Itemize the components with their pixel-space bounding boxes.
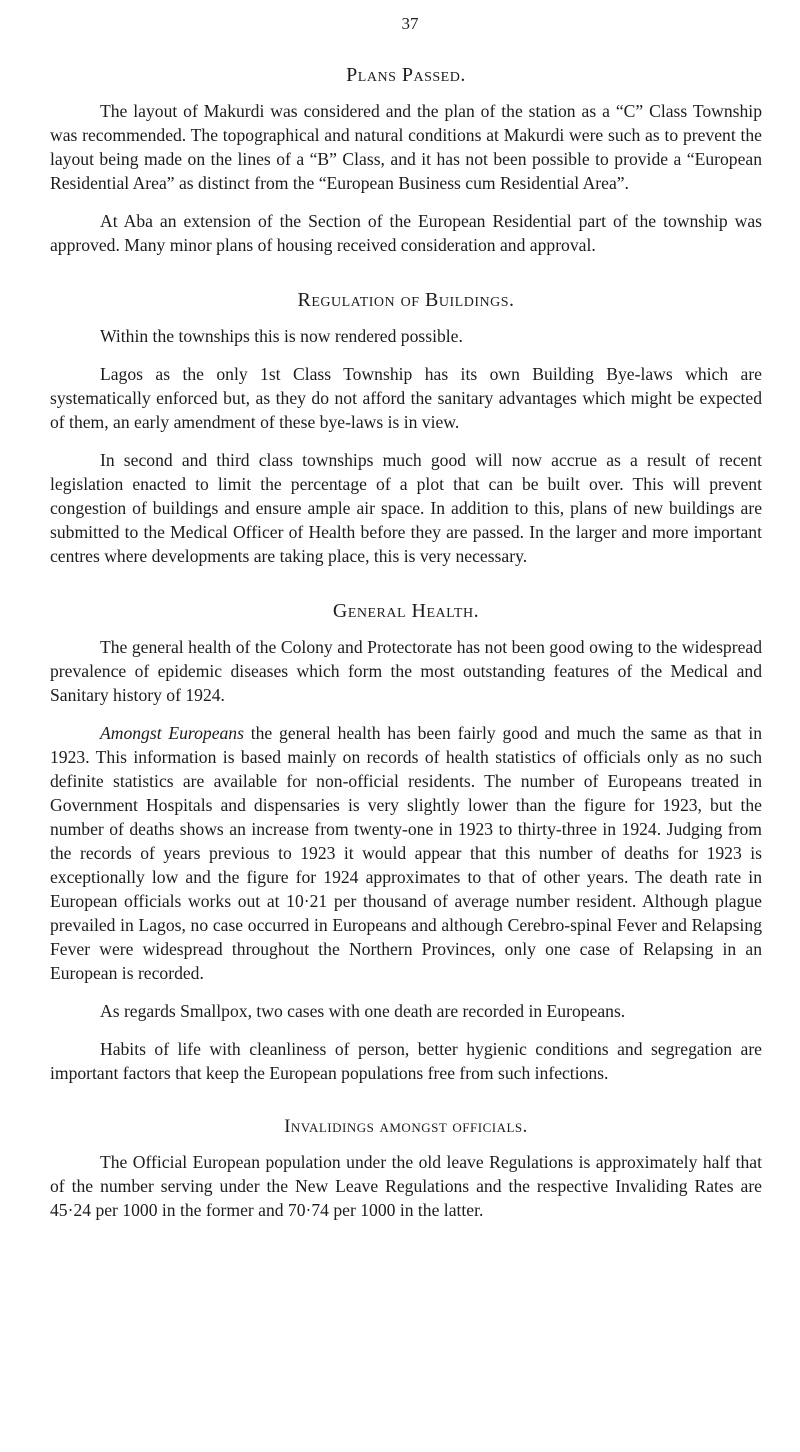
italic-lead: Amongst Europeans [100, 723, 244, 743]
paragraph: The Official European population under the old leave Regulations is approximately half that of the number serving under the New Leave Regulations and the respective Invaliding Rates are 45·24 per 1000 in the former and 70·74 per 1000 in the latter. [50, 1152, 762, 1220]
page-number: 37 [401, 14, 419, 33]
document-page [50, 14, 762, 1222]
heading-regulation-of-buildings: Regulation of Buildings. [297, 289, 515, 311]
paragraph: Within the townships this is now rendered possible. [100, 326, 463, 346]
paragraph: As regards Smallpox, two cases with one death are recorded in Europeans. [100, 1001, 626, 1021]
paragraph: Habits of life with cleanliness of person, better hygienic conditions and segregation are important factors that keep the European populations free from such infections. [50, 1039, 762, 1083]
heading-general-health: General Health. [332, 600, 480, 622]
heading-invalidings: Invalidings amongst officials. [284, 1117, 528, 1137]
paragraph: The general health of the Colony and Protectorate has not been good owing to the widespread prevalence of epidemic diseases which form the most outstanding features of the Medical and Sanitary history of 1924. [50, 637, 762, 705]
paragraph: In second and third class townships much good will now accrue as a result of recent legislation enacted to limit the percentage of a plot that can be built over. This will prevent congestion of buildings and ensure ample air space. In addition to this, plans of new buildings are submitted to the Medical Officer of Health before they are passed. In the larger and more important centres where developments are taking place, this is very necessary. [50, 450, 762, 566]
heading-plans-passed: Plans Passed. [346, 64, 466, 86]
paragraph-body: the general health has been fairly good and much the same as that in 1923. This information is based mainly on records of health statistics of officials only as no such definite statistics are available for non-official residents. The number of Europeans treated in Government Hospitals and dispensaries is very slightly lower than the figure for 1923, but the number of deaths shows an increase from twenty-one in 1923 to thirty-three in 1924. Judging from the records of years previous to 1923 it would appear that this number of deaths for 1923 is exceptionally low and the figure for 1924 approximates to that of other years. The death rate in European officials works out at 10·21 per thousand of average number resident. Although plague prevailed in Lagos, no case occurred in Europeans and although Cerebro-spinal Fever and Relapsing Fever were widespread throughout the Northern Provinces, only one case of Relapsing in an European is recorded. [50, 723, 762, 983]
paragraph: The layout of Makurdi was considered and the plan of the station as a “C” Class Township was recommended. The topographical and natural conditions at Makurdi were such as to prevent the layout being made on the lines of a “B” Class, and it has not been possible to provide a “European Residential Area” as distinct from the “European Business cum Residential Area”. [50, 101, 762, 193]
paragraph: At Aba an extension of the Section of the European Residential part of the township was approved. Many minor plans of housing received consideration and approval. [50, 211, 762, 255]
paragraph [50, 721, 762, 985]
paragraph: Lagos as the only 1st Class Township has its own Building Bye-laws which are systematically enforced but, as they do not afford the sanitary advantages which might be expected of them, an early amendment of these bye-laws is in view. [50, 364, 762, 432]
